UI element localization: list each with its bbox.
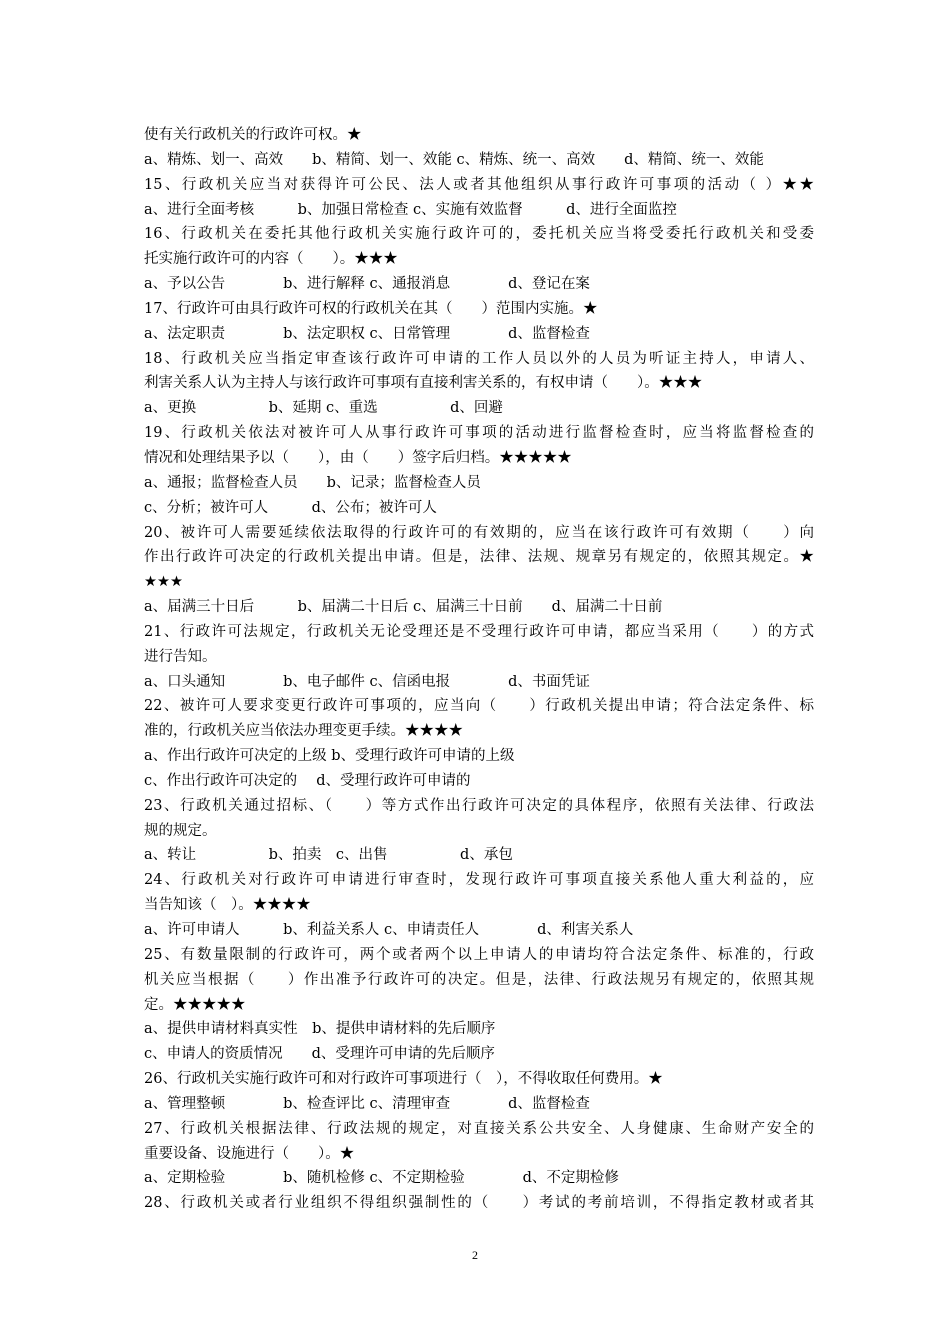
question-text-line: 19、行政机关依法对被许可人从事行政许可事项的活动进行监督检查时，应当将监督检查的 <box>144 425 814 442</box>
answer-options-line: a、通报；监督检查人员 b、记录；监督检查人员 <box>144 474 481 491</box>
question-text-line: 进行告知。 <box>144 648 217 665</box>
answer-options-line: a、更换 b、延期 c、重选 d、回避 <box>144 400 503 417</box>
answer-options-line: c、作出行政许可决定的 d、受理行政许可申请的 <box>144 772 471 789</box>
question-text-line: 16、行政机关在委托其他行政机关实施行政许可的，委托机关应当将受委托行政机关和受委 <box>144 226 814 243</box>
question-text-line: 22、被许可人要求变更行政许可事项的，应当向（ ）行政机关提出申请；符合法定条件、标 <box>144 698 814 715</box>
answer-options-line: c、分析；被许可人 d、公布；被许可人 <box>144 499 437 516</box>
answer-options-line: a、许可申请人 b、利益关系人 c、申请责任人 d、利害关系人 <box>144 922 634 938</box>
question-text-line: 规的规定。 <box>144 822 217 839</box>
answer-options-line: a、口头通知 b、电子邮件 c、信函电报 d、书面凭证 <box>144 673 590 690</box>
answer-options-line: a、予以公告 b、进行解释 c、通报消息 d、登记在案 <box>144 276 590 293</box>
answer-options-line: a、定期检验 b、随机检修 c、不定期检验 d、不定期检修 <box>144 1170 619 1187</box>
question-text-line: 机关应当根据（ ）作出准予行政许可的决定。但是，法律、行政法规另有规定的，依照其规 <box>144 971 814 988</box>
question-text-line: 23、行政机关通过招标、（ ）等方式作出行政许可决定的具体程序，依照有关法律、行政法 <box>144 797 814 814</box>
question-text-line: 利害关系人认为主持人与该行政许可事项有直接利害关系的，有权申请（ ）。★★★ <box>144 375 703 392</box>
answer-options-line: c、申请人的资质情况 d、受理许可申请的先后顺序 <box>144 1046 495 1063</box>
question-text-line: 15、行政机关应当对获得许可公民、法人或者其他组织从事行政许可事项的活动（ ）★★ <box>144 176 814 193</box>
question-text-line: 使有关行政机关的行政许可权。★ <box>144 127 362 143</box>
question-text-line: 情况和处理结果予以（ ），由（ ）签字后归档。★★★★★ <box>144 449 572 466</box>
page-number: 2 <box>472 1248 478 1262</box>
answer-options-line: a、法定职责 b、法定职权 c、日常管理 d、监督检查 <box>144 325 590 342</box>
answer-options-line: a、提供申请材料真实性 b、提供申请材料的先后顺序 <box>144 1021 496 1038</box>
answer-options-line: a、转让 b、拍卖 c、出售 d、承包 <box>144 847 513 864</box>
question-text-line: ★★★ <box>144 574 183 591</box>
answer-options-line: a、进行全面考核 b、加强日常检查 c、实施有效监督 d、进行全面监控 <box>144 201 677 218</box>
answer-options-line: a、作出行政许可决定的上级 b、受理行政许可申请的上级 <box>144 748 515 765</box>
page-content <box>144 123 814 1216</box>
question-text-line: 重要设备、设施进行（ ）。★ <box>144 1145 355 1162</box>
question-text-line: 20、被许可人需要延续依法取得的行政许可的有效期的，应当在该行政许可有效期（ ）向 <box>144 524 814 541</box>
question-text-line: 准的，行政机关应当依法办理变更手续。★★★★ <box>144 723 463 740</box>
question-text-line: 26、行政机关实施行政许可和对行政许可事项进行（ ），不得收取任何费用。★ <box>144 1071 663 1088</box>
question-text-line: 17、行政许可由具行政许可权的行政机关在其（ ）范围内实施。★ <box>144 300 598 317</box>
answer-options-line: a、精炼、划一、高效 b、精简、划一、效能 c、精炼、统一、高效 d、精简、统一、效能 <box>144 151 764 168</box>
question-text-line: 25、有数量限制的行政许可，两个或者两个以上申请人的申请均符合法定条件、标准的，行政 <box>144 946 814 963</box>
question-text-line: 24、行政机关对行政许可申请进行审查时，发现行政许可事项直接关系他人重大利益的，应 <box>144 872 814 889</box>
question-text-line: 托实施行政许可的内容（ ）。★★★ <box>144 251 398 268</box>
answer-options-line: a、管理整顿 b、检查评比 c、清理审查 d、监督检查 <box>144 1095 590 1112</box>
question-text-line: 27、行政机关根据法律、行政法规的规定，对直接关系公共安全、人身健康、生命财产安全的 <box>144 1120 814 1137</box>
question-text-line: 21、行政许可法规定，行政机关无论受理还是不受理行政许可申请，都应当采用（ ）的方式 <box>144 623 814 640</box>
question-text-line: 定。★★★★★ <box>144 996 246 1013</box>
answer-options-line: a、届满三十日后 b、届满二十日后 c、届满三十日前 d、届满二十日前 <box>144 599 663 616</box>
question-text-line: 作出行政许可决定的行政机关提出申请。但是，法律、法规、规章另有规定的，依照其规定。★ <box>144 549 814 566</box>
question-text-line: 28、行政机关或者行业组织不得组织强制性的（ ）考试的考前培训，不得指定教材或者其 <box>144 1195 814 1212</box>
question-text-line: 18、行政机关应当指定审查该行政许可申请的工作人员以外的人员为听证主持人，申请人、 <box>144 350 814 367</box>
question-text-line: 当告知该（ ）。★★★★ <box>144 897 311 914</box>
